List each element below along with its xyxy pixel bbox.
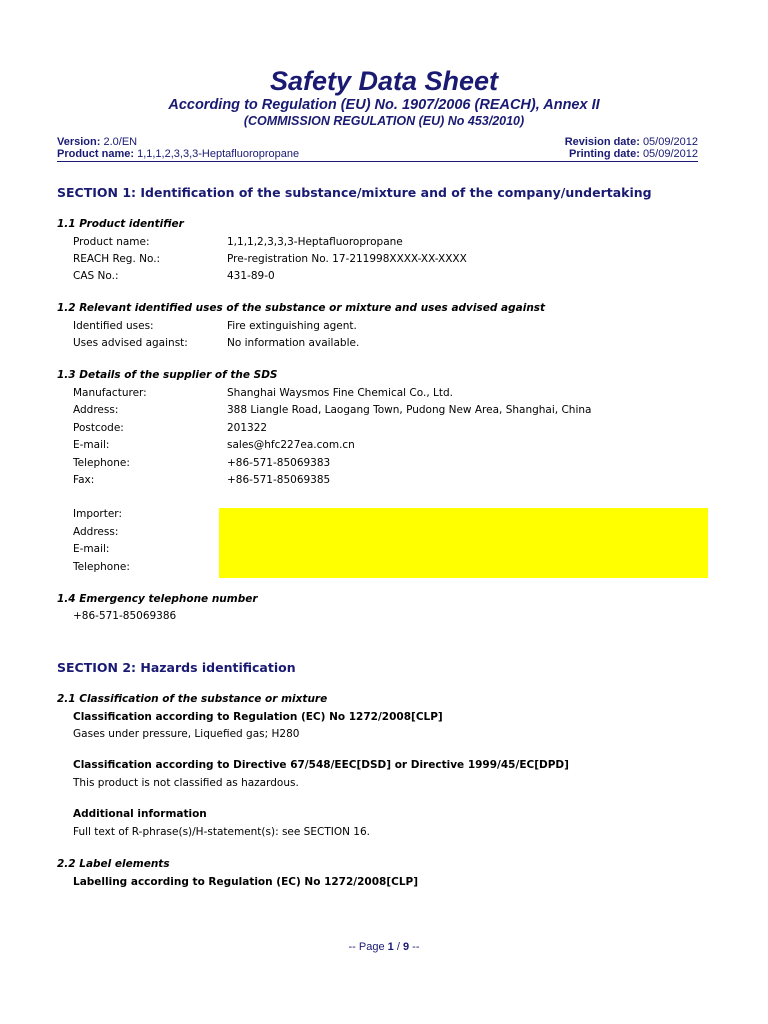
row-value: Pre-registration No. 17-211998XXXX-XX-XXXX <box>227 253 467 265</box>
row-label: Telephone: <box>73 457 130 469</box>
subsection-1-4-heading: 1.4 Emergency telephone number <box>57 593 258 605</box>
importer-highlight-block <box>219 508 708 578</box>
subsection-2-1-heading: 2.1 Classification of the substance or mixture <box>57 693 328 705</box>
subsection-1-2-heading: 1.2 Relevant identified uses of the substance or mixture and uses advised against <box>57 302 546 314</box>
row-value: 201322 <box>227 422 268 434</box>
footer-suffix: -- <box>412 941 420 953</box>
product-name-line <box>57 148 299 161</box>
row-value: No information available. <box>227 337 360 349</box>
row-label: E-mail: <box>73 439 110 451</box>
printing-date-line <box>569 148 698 161</box>
row-value: Shanghai Waysmos Fine Chemical Co., Ltd. <box>227 387 453 399</box>
printing-date-value: 05/09/2012 <box>642 148 698 160</box>
section-1-heading: SECTION 1: Identification of the substance/mixture and of the company/undertaking <box>57 185 652 200</box>
row-label: Uses advised against: <box>73 337 188 349</box>
revision-date-value: 05/09/2012 <box>642 136 698 148</box>
total-page-count: 9 <box>402 941 410 953</box>
supplier-email-link[interactable]: sales@hfc227ea.com.cn <box>227 439 355 451</box>
row-label: Fax: <box>73 474 95 486</box>
subsection-1-3-heading: 1.3 Details of the supplier of the SDS <box>57 369 278 381</box>
version-label: Version: <box>57 136 101 148</box>
row-label: Address: <box>73 526 119 538</box>
row-label: Telephone: <box>73 561 130 573</box>
product-name-label: Product name: <box>57 148 135 160</box>
product-name-value: 1,1,1,2,3,3,3-Heptafluoropropane <box>137 148 300 160</box>
row-label: Identified uses: <box>73 320 154 332</box>
clp-classification-text: Gases under pressure, Liquefied gas; H280 <box>73 728 300 740</box>
clp-classification-heading: Classification according to Regulation (EC) No 1272/2008[CLP] <box>73 711 443 723</box>
row-label: Address: <box>73 404 119 416</box>
page-footer <box>0 941 768 953</box>
additional-information-heading: Additional information <box>73 808 207 820</box>
row-value: 388 Liangle Road, Laogang Town, Pudong New Area, Shanghai, China <box>227 404 592 416</box>
row-label: Importer: <box>73 508 122 520</box>
emergency-telephone-value: +86-571-85069386 <box>73 610 177 622</box>
row-value: Fire extinguishing agent. <box>227 320 357 332</box>
dsd-classification-heading: Classification according to Directive 67/548/EEC[DSD] or Directive 1999/45/EC[DPD] <box>73 759 569 771</box>
row-value: +86-571-85069385 <box>227 474 331 486</box>
printing-date-label: Printing date: <box>568 148 640 160</box>
row-value: 1,1,1,2,3,3,3-Heptafluoropropane <box>227 236 403 248</box>
revision-date-label: Revision date: <box>564 136 640 148</box>
footer-prefix: -- Page <box>348 941 385 953</box>
row-label: REACH Reg. No.: <box>73 253 161 265</box>
row-value: +86-571-85069383 <box>227 457 331 469</box>
footer-separator: / <box>396 941 400 953</box>
row-label: Manufacturer: <box>73 387 147 399</box>
row-label: Product name: <box>73 236 150 248</box>
version-value: 2.0/EN <box>103 136 138 148</box>
commission-regulation-subtitle: (COMMISSION REGULATION (EU) No 453/2010) <box>243 114 525 128</box>
labelling-heading: Labelling according to Regulation (EC) No 1272/2008[CLP] <box>73 876 419 888</box>
dsd-classification-text: This product is not classified as hazardous. <box>73 777 299 789</box>
regulation-subtitle: According to Regulation (EU) No. 1907/2006 (REACH), Annex II <box>168 97 600 113</box>
row-label: E-mail: <box>73 543 110 555</box>
row-label: Postcode: <box>73 422 124 434</box>
subsection-2-2-heading: 2.2 Label elements <box>57 858 170 870</box>
document-title: Safety Data Sheet <box>269 66 499 96</box>
additional-information-text: Full text of R-phrase(s)/H-statement(s): see SECTION 16. <box>73 826 370 838</box>
section-2-heading: SECTION 2: Hazards identification <box>57 660 296 675</box>
row-value: 431-89-0 <box>227 270 275 282</box>
header-divider <box>57 161 698 162</box>
current-page-number: 1 <box>387 941 394 953</box>
row-label: CAS No.: <box>73 270 119 282</box>
subsection-1-1-heading: 1.1 Product identifier <box>57 218 184 230</box>
